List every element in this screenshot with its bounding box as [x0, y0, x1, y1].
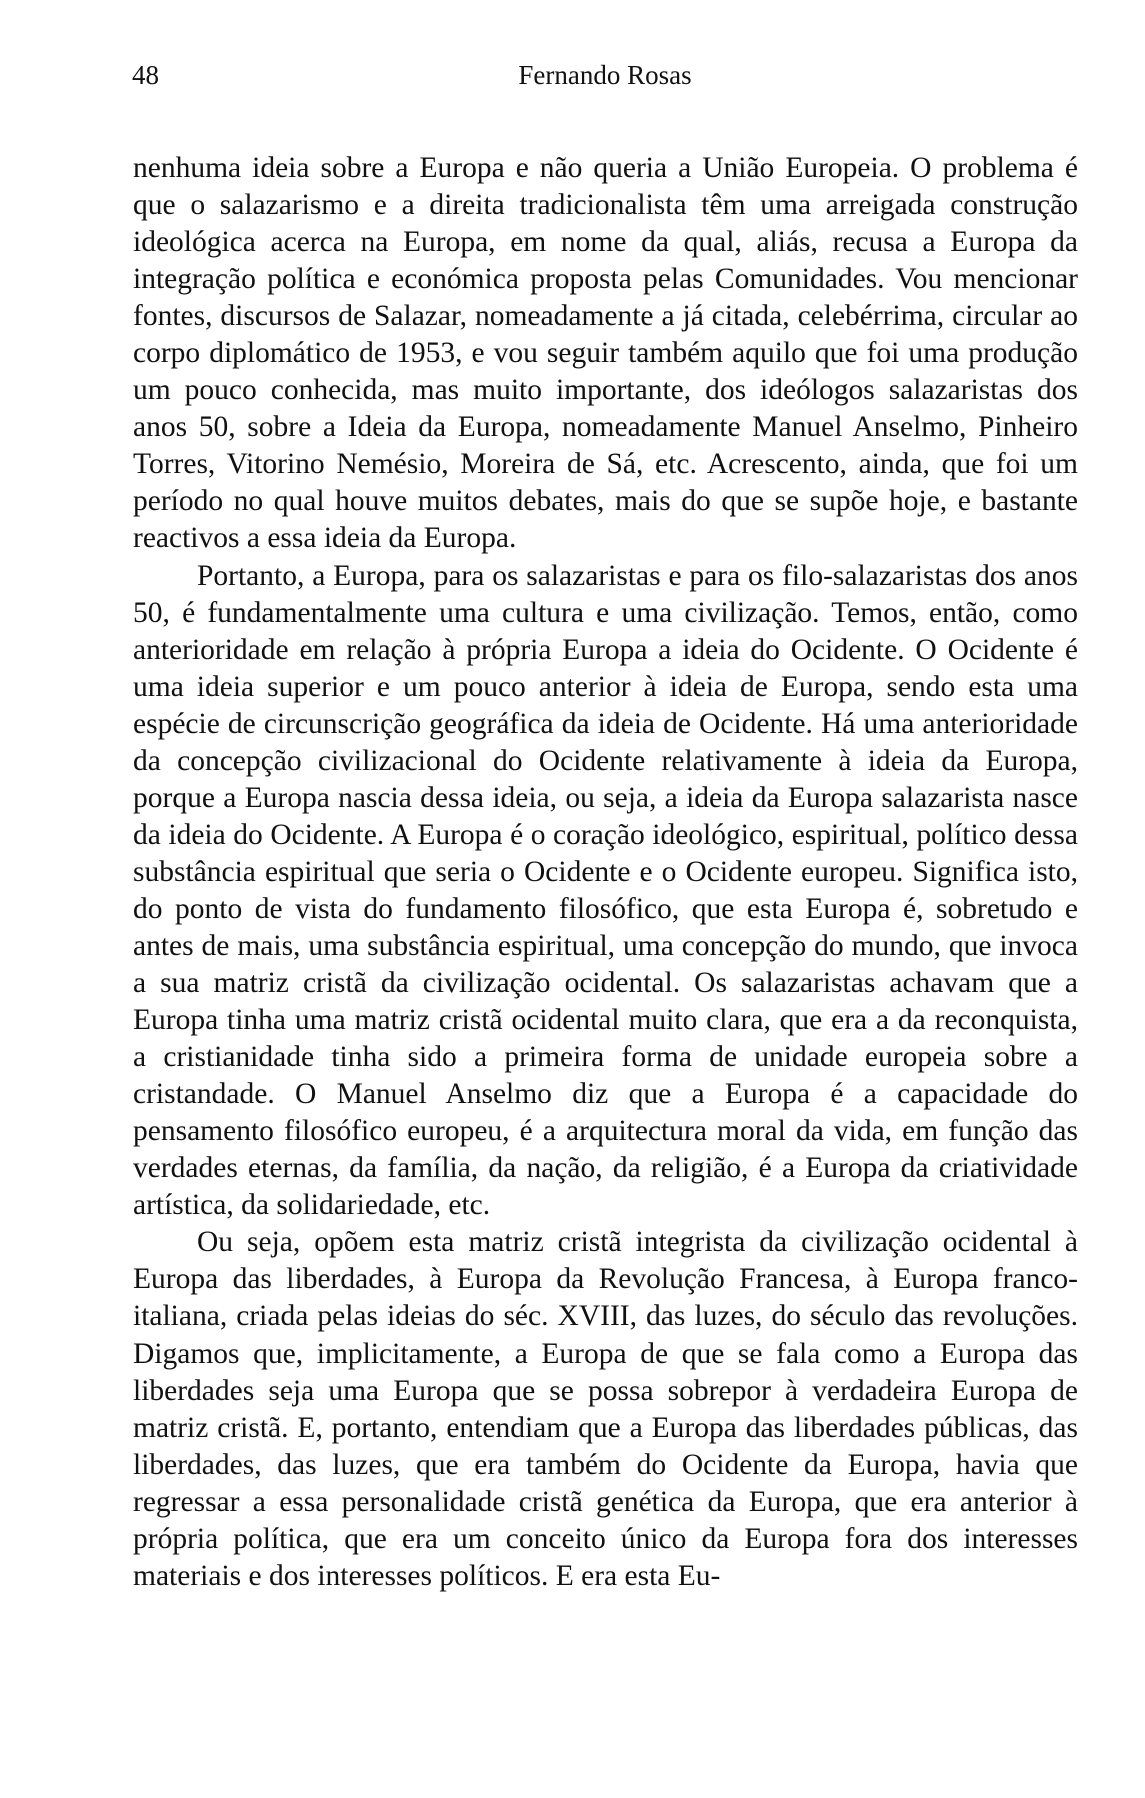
paragraph: nenhuma ideia sobre a Europa e não queria a União Europeia. O problema é que o salazarismo e a direita tradicionalista têm uma arreigada construção ideológica acerca na Europa, em nome da qual, aliás, recusa a Europa da integração política e económica proposta pelas Comunidades. Vou mencionar fontes, discursos de Salazar, nomeadamente a já citada, celebérrima, circular ao corpo diplomático de 1953, e vou seguir também aquilo que foi uma produção um pouco conhecida, mas muito importante, dos ideólogos salazaristas dos anos 50, sobre a Ideia da Europa, nomeadamente Manuel Anselmo, Pinheiro Torres, Vitorino Nemésio, Moreira de Sá, etc. Acrescento, ainda, que foi um período no qual houve muitos debates, mais do que se supõe hoje, e bastante reactivos a essa ideia da Europa.: [133, 152, 1078, 555]
paragraph: Ou seja, opõem esta matriz cristã integrista da civilização ocidental à Europa das liberdades, à Europa da Revolução Francesa, à Europa franco-italiana, criada pelas ideias do séc. XVIII, das luzes, do século das revoluções. Digamos que, implicitamente, a Europa de que se fala como a Europa das liberdades seja uma Europa que se possa sobrepor à verdadeira Europa de matriz cristã. E, portanto, entendiam que a Europa das liberdades públicas, das liberdades, das luzes, que era também do Ocidente da Europa, havia que regressar a essa personalidade cristã genética da Europa, que era anterior à própria política, que era um conceito único da Europa fora dos interesses materiais e dos interesses políticos. E era esta Eu-: [133, 1226, 1078, 1592]
running-head: [132, 60, 1078, 100]
running-title: Fernando Rosas: [518, 60, 692, 90]
page-number: 48: [132, 60, 159, 90]
body-text: [133, 150, 1078, 1595]
paragraph: Portanto, a Europa, para os salazaristas e para os filo-salazaristas dos anos 50, é fundamentalmente uma cultura e uma civilização. Temos, então, como anterioridade em relação à própria Europa a ideia do Ocidente. O Ocidente é uma ideia superior e um pouco anterior à ideia de Europa, sendo esta uma espécie de circunscrição geográfica da ideia de Ocidente. Há uma anterioridade da concepção civilizacional do Ocidente relativamente à ideia da Europa, porque a Europa nascia dessa ideia, ou seja, a ideia da Europa salazarista nasce da ideia do Ocidente. A Europa é o coração ideológico, espiritual, político dessa substância espiritual que seria o Ocidente e o Ocidente europeu. Significa isto, do ponto de vista do fundamento filosófico, que esta Europa é, sobretudo e antes de mais, uma substância espiritual, uma concepção do mundo, que invoca a sua matriz cristã da civilização ocidental. Os salazaristas achavam que a Europa tinha uma matriz cristã ocidental muito clara, que era a da reconquista, a cristianidade tinha sido a primeira forma de unidade europeia sobre a cristandade. O Manuel Anselmo diz que a Europa é a capacidade do pensamento filosófico europeu, é a arquitectura moral da vida, em função das verdades eternas, da família, da nação, da religião, é a Europa da criatividade artística, da solidariedade, etc.: [133, 559, 1078, 1222]
